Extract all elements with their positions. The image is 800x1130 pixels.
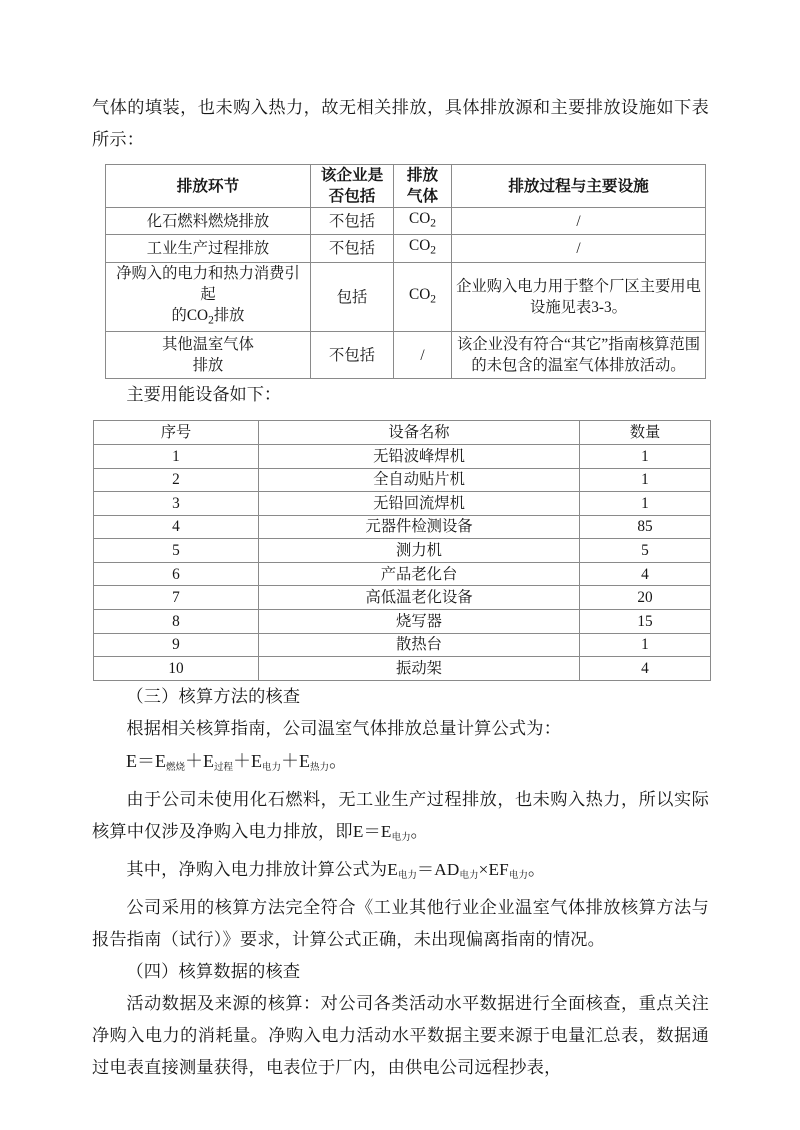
cell-process bbox=[452, 332, 706, 379]
cell-no: 1 bbox=[94, 444, 259, 468]
cell-gas: / bbox=[394, 332, 452, 379]
table-row bbox=[94, 633, 711, 657]
cell-qty: 1 bbox=[580, 633, 711, 657]
cell-source-line1: 其他温室气体 bbox=[162, 336, 254, 354]
cell-source: 工业生产过程排放 bbox=[106, 235, 311, 262]
column-header-gas-line1: 排放 bbox=[406, 167, 439, 184]
cell-source-line2-a: 的CO bbox=[171, 306, 209, 324]
no-fossil-fuel-paragraph bbox=[92, 784, 709, 854]
column-header-process: 排放过程与主要设施 bbox=[452, 165, 706, 208]
cell-process-line2: 的未包含的温室气体排放活动。 bbox=[471, 357, 686, 375]
cell-name: 无铅波峰焊机 bbox=[259, 444, 580, 468]
section-three-heading: （三）核算方法的核查 bbox=[126, 686, 301, 706]
cell-included: 不包括 bbox=[311, 208, 394, 235]
formula-intro-paragraph: 根据相关核算指南，公司温室气体排放总量计算公式为： bbox=[126, 718, 562, 738]
activity-data-paragraph: 活动数据及来源的核算：对公司各类活动水平数据进行全面核查，重点关注净购入电力的消耗量。净购入电力活动水平数据主要来源于电量汇总表，数据通过电表直接测量获得，电表位于厂内，由供电公司远程抄表， bbox=[92, 993, 709, 1077]
emission-table-header bbox=[106, 165, 706, 208]
formula-subscript-process: 过程 bbox=[214, 762, 234, 773]
cell-name: 测力机 bbox=[259, 539, 580, 563]
table-row bbox=[94, 586, 711, 610]
column-header-included-line1: 该企业是 bbox=[320, 167, 384, 184]
cell-name: 散热台 bbox=[259, 633, 580, 657]
cell-name: 高低温老化设备 bbox=[259, 586, 580, 610]
no-fossil-fuel-subscript: 电力 bbox=[391, 832, 411, 843]
cell-process-line1: 企业购入电力用于整个厂区主要用电 bbox=[456, 278, 701, 296]
table-row bbox=[94, 610, 711, 634]
cell-source bbox=[106, 332, 311, 379]
compliance-paragraph: 公司采用的核算方法完全符合《工业其他行业企业温室气体排放核算方法与报告指南（试行）》要求，计算公式正确，未出现偏离指南的情况。 bbox=[92, 897, 709, 949]
formula-operator-2: ＋E bbox=[233, 750, 263, 771]
equipment-caption: 主要用能设备如下： bbox=[126, 385, 282, 405]
table-row bbox=[94, 421, 711, 445]
cell-gas bbox=[394, 208, 452, 235]
cell-gas-subscript: 2 bbox=[430, 217, 436, 230]
cell-name: 产品老化台 bbox=[259, 562, 580, 586]
cell-source-line2 bbox=[109, 305, 307, 331]
table-row bbox=[94, 539, 711, 563]
cell-qty: 15 bbox=[580, 610, 711, 634]
formula-subscript-electricity: 电力 bbox=[262, 762, 282, 773]
electricity-formula-paragraph bbox=[92, 854, 709, 892]
intro-paragraph: 气体的填装，也未购入热力，故无相关排放，具体排放源和主要排放设施如下表所示： bbox=[92, 98, 709, 149]
equipment-table-body bbox=[94, 444, 711, 680]
equipment-table bbox=[93, 420, 711, 681]
section-four-heading: （四）核算数据的核查 bbox=[126, 961, 301, 981]
cell-source-line2-b: 排放 bbox=[213, 306, 245, 324]
cell-no: 10 bbox=[94, 657, 259, 681]
cell-process bbox=[452, 262, 706, 331]
cell-gas-text: CO bbox=[409, 237, 431, 255]
cell-qty: 4 bbox=[580, 657, 711, 681]
cell-qty: 20 bbox=[580, 586, 711, 610]
formula-operator-1: ＋E bbox=[185, 750, 215, 771]
cell-no: 3 bbox=[94, 492, 259, 516]
electricity-formula-text-b: ＝AD bbox=[416, 859, 460, 879]
table-row bbox=[106, 262, 706, 331]
cell-process: / bbox=[452, 235, 706, 262]
cell-no: 8 bbox=[94, 610, 259, 634]
no-fossil-fuel-text-b: 。 bbox=[410, 821, 429, 841]
cell-qty: 1 bbox=[580, 468, 711, 492]
cell-name: 元器件检测设备 bbox=[259, 515, 580, 539]
column-header-qty: 数量 bbox=[580, 421, 711, 445]
cell-included: 不包括 bbox=[311, 235, 394, 262]
table-row bbox=[94, 468, 711, 492]
cell-source-line2-subscript: 2 bbox=[208, 314, 214, 327]
cell-name: 烧写器 bbox=[259, 610, 580, 634]
table-row bbox=[94, 562, 711, 586]
cell-gas-subscript: 2 bbox=[430, 244, 436, 257]
table-row bbox=[94, 444, 711, 468]
cell-included: 包括 bbox=[311, 262, 394, 331]
cell-no: 7 bbox=[94, 586, 259, 610]
formula-operator-3: ＋E bbox=[281, 750, 311, 771]
cell-no: 9 bbox=[94, 633, 259, 657]
column-header-name: 设备名称 bbox=[259, 421, 580, 445]
cell-gas bbox=[394, 235, 452, 262]
cell-gas-subscript: 2 bbox=[430, 293, 436, 306]
cell-source-line2: 排放 bbox=[192, 357, 224, 375]
cell-source bbox=[106, 262, 311, 331]
electricity-formula-text-a: 其中，净购入电力排放计算公式为E bbox=[126, 859, 398, 879]
cell-gas bbox=[394, 262, 452, 331]
table-row bbox=[94, 515, 711, 539]
electricity-formula-text-d: 。 bbox=[527, 859, 546, 879]
cell-no: 5 bbox=[94, 539, 259, 563]
cell-included: 不包括 bbox=[311, 332, 394, 379]
no-fossil-fuel-text-a: 由于公司未使用化石燃料，无工业生产过程排放，也未购入热力，所以实际核算中仅涉及净购入电力排放，即E＝E bbox=[92, 789, 709, 841]
column-header-source: 排放环节 bbox=[106, 165, 311, 208]
cell-no: 2 bbox=[94, 468, 259, 492]
cell-qty: 5 bbox=[580, 539, 711, 563]
emission-source-table bbox=[105, 164, 706, 379]
cell-process: / bbox=[452, 208, 706, 235]
cell-process-line1: 该企业没有符合“其它”指南核算范围 bbox=[456, 336, 701, 354]
cell-name: 全自动贴片机 bbox=[259, 468, 580, 492]
page-content bbox=[92, 92, 709, 1084]
electricity-formula-subscript-3: 电力 bbox=[508, 870, 528, 881]
column-header-included-line2: 否包括 bbox=[328, 188, 376, 205]
emission-table-body bbox=[106, 208, 706, 379]
cell-name: 无铅回流焊机 bbox=[259, 492, 580, 516]
formula-lhs: E＝E bbox=[126, 750, 166, 771]
column-header-gas bbox=[394, 165, 452, 208]
table-row bbox=[106, 208, 706, 235]
table-row bbox=[94, 492, 711, 516]
column-header-no: 序号 bbox=[94, 421, 259, 445]
cell-source: 化石燃料燃烧排放 bbox=[106, 208, 311, 235]
cell-gas-text: CO bbox=[409, 285, 431, 303]
equipment-table-header bbox=[94, 421, 711, 445]
cell-qty: 85 bbox=[580, 515, 711, 539]
formula-tail: 。 bbox=[329, 750, 348, 771]
formula-subscript-heat: 热力 bbox=[310, 762, 330, 773]
table-row bbox=[106, 165, 706, 208]
electricity-formula-text-c: ×EF bbox=[478, 859, 509, 879]
electricity-formula-subscript-1: 电力 bbox=[397, 870, 417, 881]
cell-gas-text: CO bbox=[409, 210, 431, 227]
column-header-gas-line2: 气体 bbox=[406, 188, 439, 205]
cell-process-line2: 设施见表3-3。 bbox=[530, 299, 627, 317]
electricity-formula-subscript-2: 电力 bbox=[459, 870, 479, 881]
cell-qty: 1 bbox=[580, 444, 711, 468]
cell-name: 振动架 bbox=[259, 657, 580, 681]
formula-subscript-combustion: 燃烧 bbox=[166, 762, 186, 773]
table-row bbox=[106, 332, 706, 379]
cell-source-line1: 净购入的电力和热力消费引起 bbox=[116, 264, 300, 303]
cell-no: 4 bbox=[94, 515, 259, 539]
cell-qty: 1 bbox=[580, 492, 711, 516]
column-header-included bbox=[311, 165, 394, 208]
table-row bbox=[106, 235, 706, 262]
table-row bbox=[94, 657, 711, 681]
cell-no: 6 bbox=[94, 562, 259, 586]
cell-qty: 4 bbox=[580, 562, 711, 586]
total-emission-formula bbox=[92, 745, 709, 784]
